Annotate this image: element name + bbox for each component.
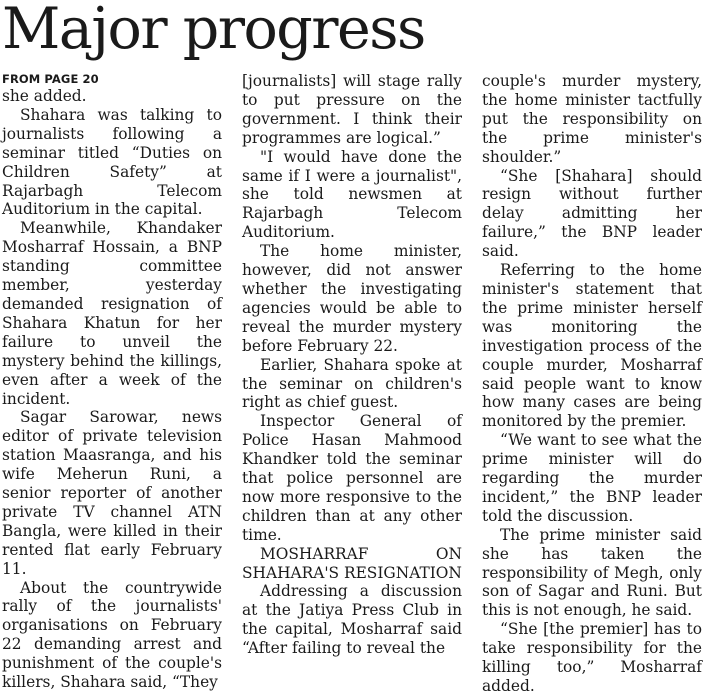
- headline: Major progress: [2, 0, 425, 62]
- paragraph: "I would have done the same if I were a journalist", she told newsmen at Rajarbagh Telecom Auditorium.: [242, 147, 462, 242]
- paragraph: The home minister, however, did not answer whether the investigating agencies would be able to reveal the murder mystery before February 22.: [242, 242, 462, 355]
- paragraph: Addressing a discussion at the Jatiya Press Club in the capital, Mosharraf said “After failing to reveal the: [242, 582, 462, 658]
- paragraph: Inspector General of Police Hasan Mahmood Khandker told the seminar that police personnel are now more responsive to the children than at any other time.: [242, 412, 462, 544]
- jump-line: FROM PAGE 20: [2, 72, 99, 86]
- paragraph: Meanwhile, Khandaker Mosharraf Hossain, a BNP standing committee member, yesterday demanded resignation of Shahara Khatun for her failure to unveil the mystery behind the killings, even after a week of the incident.: [2, 219, 222, 408]
- paragraph: Shahara was talking to journalists following a seminar titled “Duties on Children Safety” at Rajarbagh Telecom Auditorium in the capital.: [2, 105, 222, 219]
- article-column-1: [2, 72, 222, 692]
- subheading: MOSHARRAF ON SHAHARA'S RESIGNATION: [242, 544, 462, 582]
- paragraph: “She [Shahara] should resign without further delay admitting her failure,” the BNP leader said.: [482, 166, 702, 261]
- paragraph: [journalists] will stage rally to put pressure on the government. I think their programmes are logical.”: [242, 72, 462, 147]
- article-column-2: [242, 72, 462, 682]
- paragraph: “She [the premier] has to take responsibility for the killing too,” Mosharraf added.: [482, 620, 702, 695]
- paragraph: Referring to the home minister's statement that the prime minister herself was monitoring the investigation process of the couple murder, Mosharraf said people want to know how many cases are being monitored by the premier.: [482, 261, 702, 431]
- paragraph: About the countrywide rally of the journalists' organisations on February 22 demanding arrest and punishment of the couple's killers, Shahara said, “They: [2, 578, 222, 692]
- paragraph: she added.: [2, 87, 87, 105]
- article-column-3: [482, 72, 702, 695]
- paragraph: “We want to see what the prime minister will do regarding the murder incident,” the BNP leader told the discussion.: [482, 431, 702, 525]
- paragraph: couple's murder mystery, the home minister tactfully put the responsibility on the prime minister's shoulder.”: [482, 72, 702, 166]
- paragraph: Sagar Sarowar, news editor of private television station Maasranga, and his wife Meherun Runi, a senior reporter of another private TV channel ATN Bangla, were killed in their rented flat early February 11.: [2, 408, 222, 578]
- paragraph: Earlier, Shahara spoke at the seminar on children's right as chief guest.: [242, 355, 462, 412]
- paragraph: The prime minister said she has taken the responsibility of Megh, only son of Sagar and Runi. But this is not enough, he said.: [482, 525, 702, 620]
